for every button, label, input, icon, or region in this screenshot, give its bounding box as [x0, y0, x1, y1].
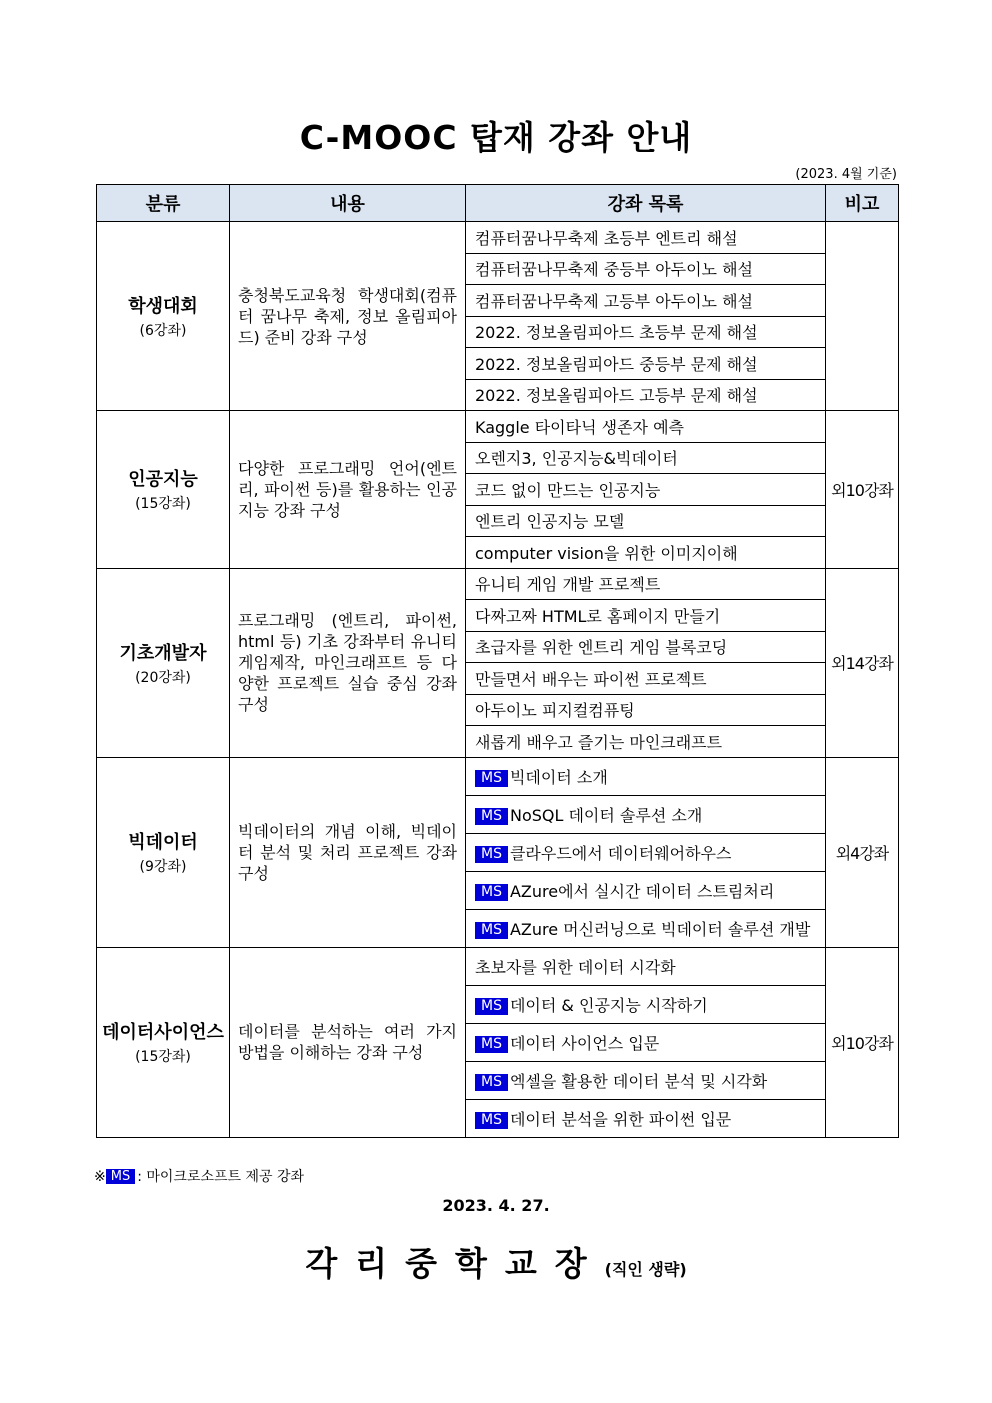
table-row — [97, 757, 899, 795]
note-cell: 외14강좌 — [826, 568, 899, 757]
course-item — [466, 348, 826, 380]
course-item — [466, 316, 826, 348]
table-row — [97, 568, 899, 600]
course-item — [466, 253, 826, 285]
ms-badge: MS — [106, 1169, 135, 1184]
description-cell: 빅데이터의 개념 이해, 빅데이터 분석 및 처리 프로젝트 강좌 구성 — [230, 757, 466, 947]
header-note: 비고 — [826, 185, 899, 222]
header-course-list: 강좌 목록 — [466, 185, 826, 222]
category-name: 기초개발자 — [119, 642, 207, 664]
course-label: 오렌지3, 인공지능&빅데이터 — [475, 449, 678, 469]
course-label: 2022. 정보올림피아드 고등부 문제 해설 — [475, 386, 758, 406]
course-label: 엑셀을 활용한 데이터 분석 및 시각화 — [509, 1071, 768, 1091]
table-row — [97, 411, 899, 443]
course-item — [466, 726, 826, 758]
ms-badge: MS — [475, 884, 508, 901]
course-item — [466, 833, 826, 871]
course-label: 새롭게 배우고 즐기는 마인크래프트 — [475, 732, 723, 752]
category-name: 데이터사이언스 — [102, 1022, 224, 1043]
category-name: 학생대회 — [128, 296, 198, 317]
category-count: (6강좌) — [139, 323, 187, 339]
description-cell: 데이터를 분석하는 여러 가지 방법을 이해하는 강좌 구성 — [230, 947, 466, 1137]
ms-badge: MS — [475, 1036, 508, 1053]
course-label: NoSQL 데이터 솔루션 소개 — [509, 805, 703, 825]
course-label: 엔트리 인공지능 모델 — [475, 512, 625, 532]
course-label: 컴퓨터꿈나무축제 초등부 엔트리 해설 — [475, 228, 738, 248]
basis-date: (2023. 4월 기준) — [795, 167, 897, 182]
note-cell: 외4강좌 — [826, 757, 899, 947]
course-label: 데이터 & 인공지능 시작하기 — [509, 995, 708, 1015]
legend-text: : 마이크로소프트 제공 강좌 — [137, 1169, 305, 1185]
category-name: 인공지능 — [128, 469, 198, 491]
note-cell: 외10강좌 — [826, 947, 899, 1137]
course-item — [466, 442, 826, 474]
category-count: (15강좌) — [135, 496, 191, 513]
course-item — [466, 757, 826, 795]
course-item — [466, 985, 826, 1023]
ms-badge: MS — [475, 770, 508, 787]
course-label: 클라우드에서 데이터웨어하우스 — [509, 843, 732, 863]
category-cell — [97, 411, 230, 569]
course-label: 아두이노 피지컬컴퓨팅 — [475, 701, 635, 721]
course-item — [466, 947, 826, 985]
course-item — [466, 1061, 826, 1099]
ms-badge: MS — [475, 808, 508, 825]
issue-date: 2023. 4. 27. — [442, 1196, 550, 1215]
course-label: 초급자를 위한 엔트리 게임 블록코딩 — [475, 638, 728, 658]
course-label: 컴퓨터꿈나무축제 중등부 아두이노 해설 — [475, 260, 754, 280]
course-label: 다짜고짜 HTML로 홈페이지 만들기 — [475, 606, 721, 626]
course-label: 데이터 사이언스 입문 — [509, 1033, 660, 1053]
description-cell: 프로그래밍 (엔트리, 파이썬, html 등) 기초 강좌부터 유니티 게임제작, 마인크래프트 등 다양한 프로젝트 실습 중심 강좌 구성 — [230, 568, 466, 757]
course-item — [466, 871, 826, 909]
course-item — [466, 795, 826, 833]
description-cell: 충청북도교육청 학생대회(컴퓨터 꿈나무 축제, 정보 올림피아드) 준비 강좌 구성 — [230, 222, 466, 411]
course-item — [466, 663, 826, 695]
ms-badge: MS — [475, 1074, 508, 1091]
course-item — [466, 505, 826, 537]
ms-legend — [94, 1166, 304, 1186]
table-row — [97, 947, 899, 985]
course-label: 코드 없이 만드는 인공지능 — [475, 480, 661, 500]
ms-badge: MS — [475, 1112, 508, 1129]
category-count: (9강좌) — [139, 859, 187, 875]
course-label: 초보자를 위한 데이터 시각화 — [475, 957, 676, 977]
note-cell — [826, 222, 899, 411]
course-label: 빅데이터 소개 — [509, 767, 608, 787]
signer-name: 각리중학교장 — [305, 1244, 605, 1283]
course-label: 만들면서 배우는 파이썬 프로젝트 — [475, 669, 707, 689]
course-item — [466, 474, 826, 506]
course-item — [466, 568, 826, 600]
course-item — [466, 694, 826, 726]
header-content: 내용 — [230, 185, 466, 222]
course-label: Kaggle 타이타닉 생존자 예측 — [475, 417, 684, 437]
seal-note: (직인 생략) — [604, 1260, 687, 1279]
course-item — [466, 631, 826, 663]
category-count: (15강좌) — [135, 1049, 191, 1065]
category-cell — [97, 568, 230, 757]
signer — [0, 1238, 992, 1285]
course-item — [466, 537, 826, 569]
category-count: (20강좌) — [135, 669, 191, 686]
category-cell — [97, 947, 230, 1137]
ms-badge: MS — [475, 846, 508, 863]
course-item — [466, 285, 826, 317]
description-cell: 다양한 프로그래밍 언어(엔트리, 파이썬 등)를 활용하는 인공지능 강좌 구성 — [230, 411, 466, 569]
course-item — [466, 1099, 826, 1137]
table-body — [97, 222, 899, 1138]
course-label: computer vision을 위한 이미지이해 — [475, 543, 738, 563]
table-header-row — [97, 185, 899, 222]
course-item — [466, 909, 826, 947]
legend-prefix: ※ — [94, 1169, 106, 1185]
course-item — [466, 600, 826, 632]
course-item — [466, 1023, 826, 1061]
course-label: 유니티 게임 개발 프로젝트 — [475, 575, 661, 595]
note-cell: 외10강좌 — [826, 411, 899, 569]
course-item — [466, 379, 826, 411]
course-label: 2022. 정보올림피아드 중등부 문제 해설 — [475, 354, 758, 374]
course-label: 2022. 정보올림피아드 초등부 문제 해설 — [475, 323, 758, 343]
course-label: AZure 머신러닝으로 빅데이터 솔루션 개발 — [509, 919, 811, 939]
category-cell — [97, 757, 230, 947]
category-name: 빅데이터 — [128, 832, 198, 853]
course-item — [466, 222, 826, 254]
course-item — [466, 411, 826, 443]
table-row — [97, 222, 899, 254]
document-title: C-MOOC 탑재 강좌 안내 — [299, 118, 693, 157]
course-table — [96, 184, 899, 1138]
course-label: 데이터 분석을 위한 파이썬 입문 — [509, 1109, 732, 1129]
ms-badge: MS — [475, 922, 508, 939]
course-label: AZure에서 실시간 데이터 스트림처리 — [509, 881, 775, 901]
course-label: 컴퓨터꿈나무축제 고등부 아두이노 해설 — [475, 291, 754, 311]
header-category: 분류 — [97, 185, 230, 222]
ms-badge: MS — [475, 998, 508, 1015]
category-cell — [97, 222, 230, 411]
